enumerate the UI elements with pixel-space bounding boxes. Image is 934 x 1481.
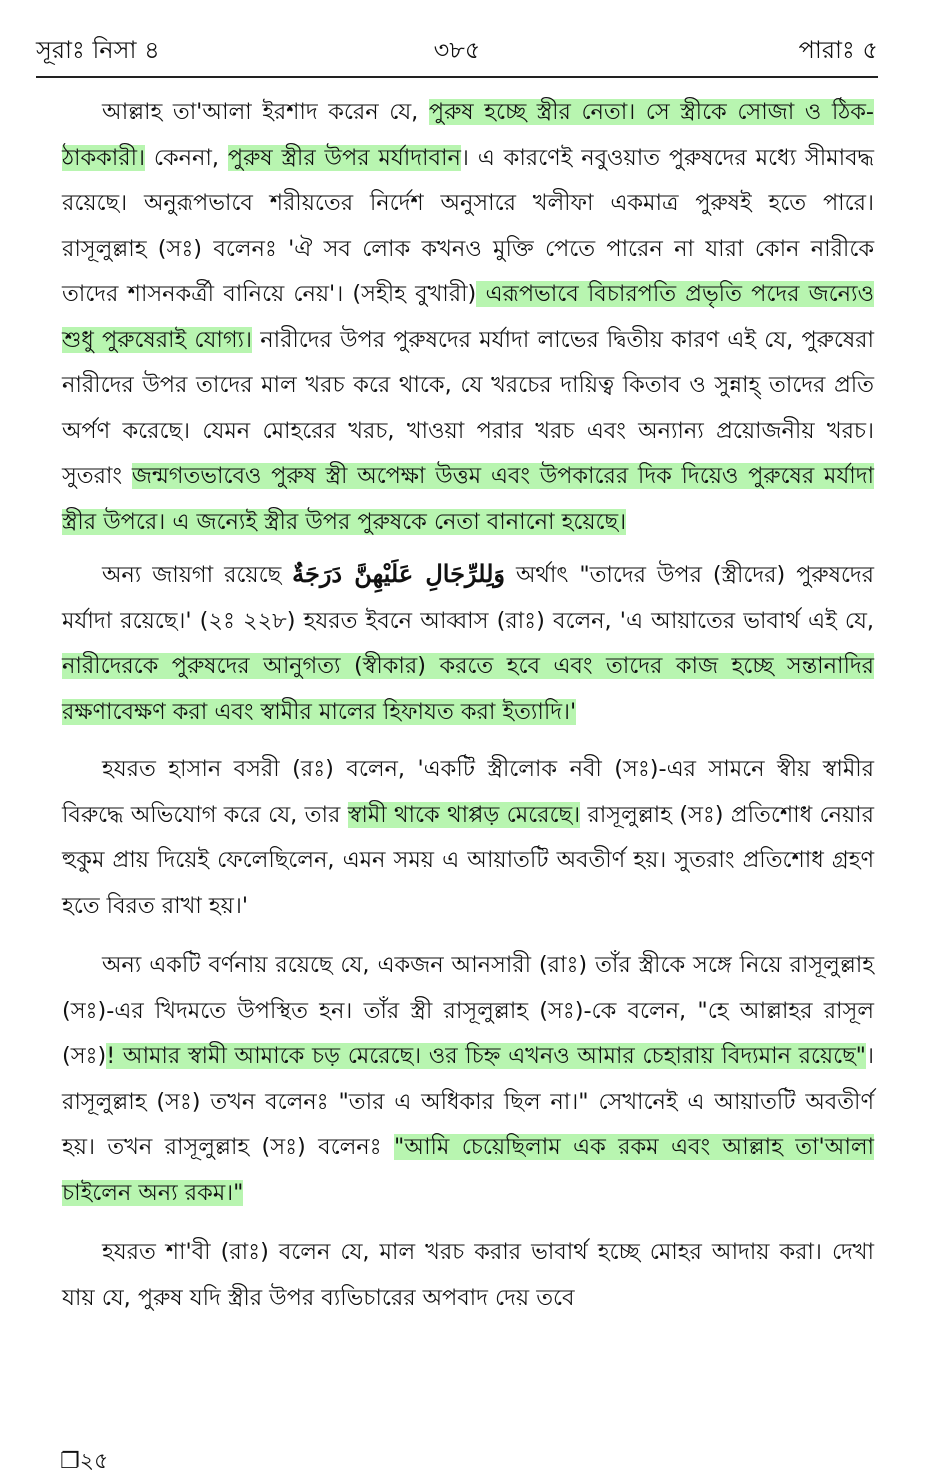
text-run: হযরত শা'বী (রাঃ) বলেন যে, মাল খরচ করার ভাবার্থ হচ্ছে মোহর আদায় করা। দেখা যায় যে, পুরুষ যদি স্ত্রীর উপর ব্যভিচারের অপবাদ দেয় তবে [62, 1239, 874, 1311]
highlighted-text: জন্মগতভাবেও পুরুষ স্ত্রী অপেক্ষা উত্তম এবং উপকারের দিক দিয়েও পুরুষের মর্যাদা স্ত্রীর উপরে। এ জন্যেই স্ত্রীর উপর পুরুষকে নেতা বানানো হয়েছে। [62, 463, 875, 535]
paragraph-3 [62, 747, 874, 929]
highlighted-text: "আমি চেয়েছিলাম এক রকম এবং আল্লাহ তা'আলা চাইলেন অন্য রকম।" [62, 1134, 875, 1206]
highlighted-text: নারীদেরকে পুরুষদের আনুগত্য (স্বীকার) করতে হবে এবং তাদের কাজ হচ্ছে সন্তানাদির রক্ষণাবেক্ষণ করা এবং স্বামীর মালের হিফাযত করা ইত্যাদি।' [62, 653, 874, 725]
page-number: ৩৮৫ [433, 36, 481, 64]
text-run: অর্থাৎ "তাদের উপর (স্ত্রীদের) পুরুষদের মর্যাদা রয়েছে।' (২ঃ ২২৮) হযরত ইবনে আব্বাস (রাঃ) বলেন, 'এ আয়াতের ভাবার্থ এই যে, [62, 562, 874, 634]
text-run: রাসূলুল্লাহ (সঃ) প্রতিশোধ নেয়ার হুকুম প্রায় দিয়েই ফেলেছিলেন, এমন সময় এ আয়াতটি অবতীর্ণ হয়। সুতরাং প্রতিশোধ গ্রহণ হতে বিরত রাখা হয়।' [62, 801, 874, 919]
paragraph-4 [62, 943, 874, 1216]
highlighted-text: ! আমার স্বামী আমাকে চড় মেরেছে। ওর চিহ্ন এখনও আমার চেহারায় বিদ্যমান রয়েছে" [106, 1043, 866, 1069]
text-run: হযরত হাসান বসরী (রঃ) বলেন, 'একটি স্ত্রীলোক নবী (সঃ)-এর সামনে স্বীয় স্বামীর বিরুদ্ধে অভিযোগ করে যে, তার [62, 756, 874, 828]
text-run: অন্য জায়গা রয়েছে [102, 562, 293, 588]
text-run: । রাসূলুল্লাহ (সঃ) তখন বলেনঃ "তার এ অধিকার ছিল না।" সেখানেই এ আয়াতটি অবতীর্ণ হয়। তখন রাসূলুল্লাহ (সঃ) বলেনঃ [62, 1043, 874, 1160]
highlighted-text: এরূপভাবে বিচারপতি প্রভৃতি পদের জন্যেও শুধু পুরুষেরাই যোগ্য। [62, 281, 874, 353]
page-header [36, 28, 878, 72]
text-run: । এ কারণেই নবুওয়াত পুরুষদের মধ্যে সীমাবদ্ধ রয়েছে। অনুরূপভাবে শরীয়তের নির্দেশ অনুসারে খলীফা একমাত্র পুরুষই হতে পারে। রাসূলুল্লাহ (সঃ) বলেনঃ 'ঐ সব লোক কখনও মুক্তি পেতে পারেন না যারা কোন নারীকে তাদের শাসনকর্ত্রী বানিয়ে নেয়'। (সহীহ বুখারী) [62, 144, 875, 307]
text-run: অন্য একটি বর্ণনায় রয়েছে যে, একজন আনসারী (রাঃ) তাঁর স্ত্রীকে সঙ্গে নিয়ে রাসূলুল্লাহ (সঃ)-এর খিদমতে উপস্থিত হন। তাঁর স্ত্রী রাসূলুল্লাহ (সঃ)-কে বলেন, "হে আল্লাহর রাসূল (সঃ) [62, 952, 874, 1069]
highlighted-text: পুরুষ হচ্ছে স্ত্রীর নেতা। সে স্ত্রীকে সোজা ও ঠিক-ঠাককারী। [62, 99, 874, 171]
surah-label: সূরাঃ নিসা ৪ [36, 36, 160, 64]
arabic-verse: وَلِلرِّجَالِ عَلَيْهِنَّ دَرَجَةٌ [292, 559, 506, 588]
page-body [62, 90, 874, 1321]
paragraph-2 [62, 551, 874, 735]
para-label: পারাঃ ৫ [798, 36, 878, 64]
header-rule [36, 76, 878, 78]
highlighted-text: পুরুষ স্ত্রীর উপর মর্যাদাবান [227, 144, 461, 171]
highlighted-text: স্বামী থাকে থাপ্পড় মেরেছে। [347, 801, 581, 828]
paragraph-1 [62, 90, 874, 545]
text-run: নারীদের উপর পুরুষদের মর্যাদা লাভের দ্বিতীয় কারণ এই যে, পুরুষেরা নারীদের উপর তাদের মাল খরচ করে থাকে, যে খরচের দায়িত্ব কিতাব ও সুন্নাহ্ তাদের প্রতি অর্পণ করেছে। যেমন মোহরের খরচ, খাওয়া পরার খরচ এবং অন্যান্য প্রয়োজনীয় খরচ। সুতরাং [62, 326, 874, 489]
text-run: আল্লাহ তা'আলা ইরশাদ করেন যে, [102, 99, 429, 125]
text-run: কেননা, [145, 144, 228, 171]
footer-mark: ❐২৫ [60, 1449, 109, 1474]
paragraph-5 [62, 1230, 874, 1321]
